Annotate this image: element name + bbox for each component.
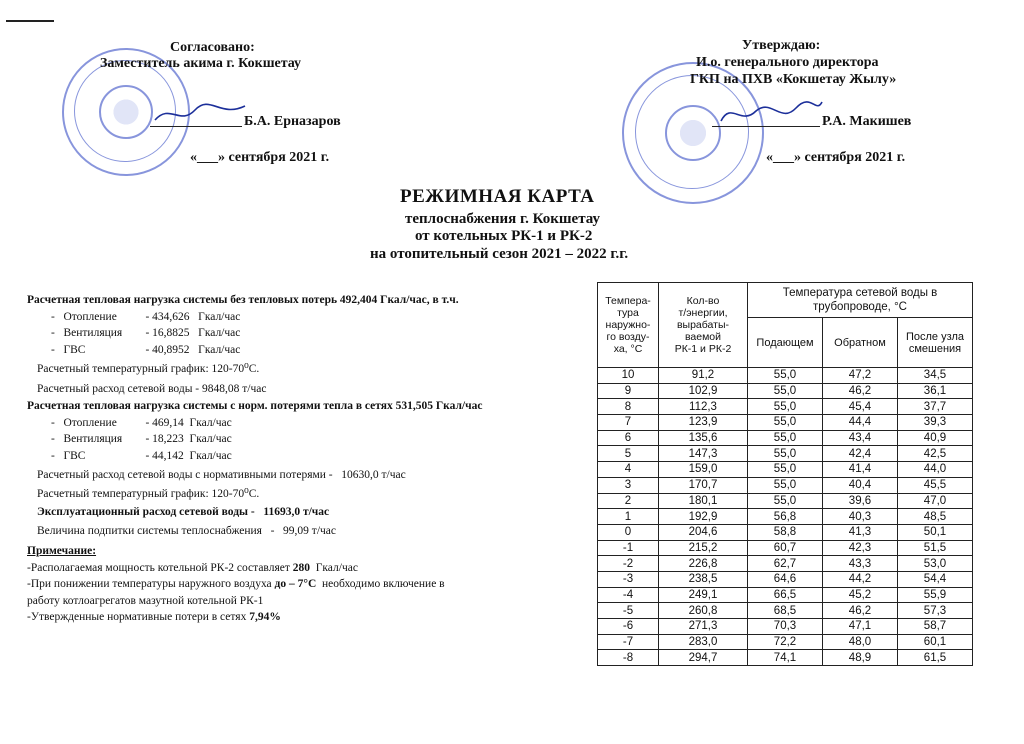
cell-outdoor-temp: -1 bbox=[598, 540, 659, 556]
cell-energy-output: 249,1 bbox=[659, 587, 748, 603]
item-name: Вентиляция bbox=[63, 433, 123, 445]
item-value: - 40,8952 Гкал/час bbox=[145, 343, 241, 356]
item-value: - 44,142 Гкал/час bbox=[145, 449, 232, 462]
cell-outdoor-temp: -2 bbox=[598, 556, 659, 572]
right-approval-position: И.о. генерального директора bbox=[696, 55, 879, 70]
cell-mixed-temp: 45,5 bbox=[898, 477, 973, 493]
table-row bbox=[598, 368, 973, 384]
note-text: Гкал/час bbox=[310, 561, 358, 574]
load2-operational-flow: Эксплуатационный расход сетевой воды - 11693,0 т/час bbox=[37, 506, 330, 518]
item-value: - 16,8825 Гкал/час bbox=[145, 327, 241, 339]
cell-energy-output: 102,9 bbox=[659, 383, 748, 399]
load1-heading: Расчетная тепловая нагрузка системы без тепловых потерь 492,404 Гкал/час, в т.ч. bbox=[27, 294, 459, 306]
cell-outdoor-temp: 9 bbox=[598, 383, 659, 399]
cell-return-temp: 42,4 bbox=[823, 446, 898, 462]
cell-mixed-temp: 50,1 bbox=[898, 524, 973, 540]
item-name: ГВС bbox=[63, 343, 86, 356]
cell-return-temp: 40,4 bbox=[823, 477, 898, 493]
table-row bbox=[598, 509, 973, 525]
table-row bbox=[598, 587, 973, 603]
cell-mixed-temp: 51,5 bbox=[898, 540, 973, 556]
cell-energy-output: 238,5 bbox=[659, 571, 748, 587]
table-row bbox=[598, 430, 973, 446]
cell-outdoor-temp: 7 bbox=[598, 415, 659, 431]
cell-energy-output: 180,1 bbox=[659, 493, 748, 509]
cell-supply-temp: 56,8 bbox=[748, 509, 823, 525]
cell-energy-output: 91,2 bbox=[659, 368, 748, 384]
cell-supply-temp: 64,6 bbox=[748, 571, 823, 587]
cell-return-temp: 46,2 bbox=[823, 603, 898, 619]
load2-temp-graph: Расчетный температурный график: 120-70⁰С. bbox=[37, 487, 260, 500]
item-name: ГВС bbox=[63, 449, 86, 462]
note-section bbox=[27, 543, 587, 626]
cell-energy-output: 170,7 bbox=[659, 477, 748, 493]
title-line-3: на отопительный сезон 2021 – 2022 г.г. bbox=[370, 246, 629, 262]
cell-energy-output: 226,8 bbox=[659, 556, 748, 572]
load1-heating: - Отопление - 434,626 Гкал/час bbox=[27, 309, 587, 326]
cell-return-temp: 39,6 bbox=[823, 493, 898, 509]
cell-supply-temp: 72,2 bbox=[748, 634, 823, 650]
cell-outdoor-temp: 1 bbox=[598, 509, 659, 525]
header-supply: Подающем bbox=[748, 318, 823, 368]
table-body bbox=[598, 368, 973, 666]
cell-energy-output: 135,6 bbox=[659, 430, 748, 446]
cell-mixed-temp: 60,1 bbox=[898, 634, 973, 650]
cell-mixed-temp: 44,0 bbox=[898, 462, 973, 478]
cell-return-temp: 45,2 bbox=[823, 587, 898, 603]
cell-return-temp: 43,3 bbox=[823, 556, 898, 572]
note-line-1 bbox=[27, 560, 587, 577]
cell-return-temp: 45,4 bbox=[823, 399, 898, 415]
right-signature bbox=[716, 96, 826, 128]
cell-outdoor-temp: 0 bbox=[598, 524, 659, 540]
note-heading: Примечание: bbox=[27, 545, 97, 557]
cell-supply-temp: 60,7 bbox=[748, 540, 823, 556]
cell-return-temp: 47,2 bbox=[823, 368, 898, 384]
item-value: - 469,14 Гкал/час bbox=[145, 416, 232, 429]
left-signature bbox=[150, 98, 250, 128]
note-text: -Утвержденные нормативные потери в сетях bbox=[27, 611, 250, 623]
cell-outdoor-temp: -7 bbox=[598, 634, 659, 650]
cell-supply-temp: 74,1 bbox=[748, 650, 823, 666]
cell-energy-output: 159,0 bbox=[659, 462, 748, 478]
table-row bbox=[598, 524, 973, 540]
cell-mixed-temp: 48,5 bbox=[898, 509, 973, 525]
item-name: Отопление bbox=[63, 310, 117, 323]
cell-energy-output: 283,0 bbox=[659, 634, 748, 650]
note-line-3: работу котлоагрегатов мазутной котельной РК-1 bbox=[27, 594, 264, 607]
cell-mixed-temp: 37,7 bbox=[898, 399, 973, 415]
cell-energy-output: 260,8 bbox=[659, 603, 748, 619]
cell-return-temp: 47,1 bbox=[823, 619, 898, 635]
note-line-4 bbox=[27, 609, 587, 626]
cell-energy-output: 112,3 bbox=[659, 399, 748, 415]
cell-return-temp: 44,4 bbox=[823, 415, 898, 431]
table-row bbox=[598, 493, 973, 509]
document-title: РЕЖИМНАЯ КАРТА bbox=[400, 186, 595, 207]
load1-temp-graph: Расчетный температурный график: 120-70⁰С. bbox=[37, 363, 260, 375]
cell-outdoor-temp: 4 bbox=[598, 462, 659, 478]
note-text: -Располагаемая мощность котельной РК-2 составляет bbox=[27, 561, 293, 574]
left-signatory-name: Б.А. Ерназаров bbox=[244, 114, 341, 129]
header-water-temp-group: Температура сетевой воды в трубопроводе, °С bbox=[748, 283, 973, 318]
cell-outdoor-temp: 2 bbox=[598, 493, 659, 509]
header-outdoor-temp: Темпера- тура наружно- го возду- ха, °С bbox=[598, 283, 659, 368]
cell-return-temp: 43,4 bbox=[823, 430, 898, 446]
title-line-1: теплоснабжения г. Кокшетау bbox=[405, 211, 600, 227]
table-row bbox=[598, 650, 973, 666]
cell-return-temp: 46,2 bbox=[823, 383, 898, 399]
cell-return-temp: 44,2 bbox=[823, 571, 898, 587]
cell-supply-temp: 55,0 bbox=[748, 415, 823, 431]
cell-outdoor-temp: -3 bbox=[598, 571, 659, 587]
load1-ventilation: - Вентиляция - 16,8825 Гкал/час bbox=[27, 325, 587, 342]
cell-energy-output: 192,9 bbox=[659, 509, 748, 525]
note-line-2 bbox=[27, 576, 587, 593]
table-row bbox=[598, 571, 973, 587]
table-row bbox=[598, 462, 973, 478]
load2-makeup: Величина подпитки системы теплоснабжения - 99,09 т/час bbox=[37, 524, 337, 537]
cell-energy-output: 147,3 bbox=[659, 446, 748, 462]
cell-mixed-temp: 36,1 bbox=[898, 383, 973, 399]
table-row bbox=[598, 619, 973, 635]
right-organization: ГКП на ПХВ «Кокшетау Жылу» bbox=[690, 72, 897, 87]
item-name: Вентиляция bbox=[63, 327, 123, 339]
cell-return-temp: 41,3 bbox=[823, 524, 898, 540]
cell-supply-temp: 55,0 bbox=[748, 430, 823, 446]
load2-heating: - Отопление - 469,14 Гкал/час bbox=[27, 415, 587, 432]
cell-outdoor-temp: -8 bbox=[598, 650, 659, 666]
cell-supply-temp: 68,5 bbox=[748, 603, 823, 619]
cell-supply-temp: 55,0 bbox=[748, 399, 823, 415]
cell-energy-output: 204,6 bbox=[659, 524, 748, 540]
table-row bbox=[598, 446, 973, 462]
cell-mixed-temp: 40,9 bbox=[898, 430, 973, 446]
cell-return-temp: 42,3 bbox=[823, 540, 898, 556]
table-row bbox=[598, 383, 973, 399]
header-energy-output: Кол-во т/энергии, вырабаты- ваемой РК-1 и РК-2 bbox=[659, 283, 748, 368]
cell-energy-output: 123,9 bbox=[659, 415, 748, 431]
cell-outdoor-temp: -5 bbox=[598, 603, 659, 619]
cell-mixed-temp: 47,0 bbox=[898, 493, 973, 509]
note-value: 280 bbox=[292, 561, 310, 574]
load1-hot-water: - ГВС - 40,8952 Гкал/час bbox=[27, 342, 587, 359]
cell-mixed-temp: 53,0 bbox=[898, 556, 973, 572]
left-approval-label: Согласовано: bbox=[170, 40, 255, 55]
load2-heading: Расчетная тепловая нагрузка системы с норм. потерями тепла в сетях 531,505 Гкал/час bbox=[27, 400, 483, 412]
cell-mixed-temp: 34,5 bbox=[898, 368, 973, 384]
load2-water-flow-norm: Расчетный расход сетевой воды с нормативными потерями - 10630,0 т/час bbox=[37, 469, 406, 481]
cell-mixed-temp: 42,5 bbox=[898, 446, 973, 462]
table-row bbox=[598, 477, 973, 493]
cell-supply-temp: 55,0 bbox=[748, 446, 823, 462]
cell-supply-temp: 55,0 bbox=[748, 477, 823, 493]
left-approval-position: Заместитель акима г. Кокшетау bbox=[100, 56, 302, 71]
note-value: 7,94% bbox=[249, 611, 281, 623]
cell-mixed-temp: 61,5 bbox=[898, 650, 973, 666]
cell-mixed-temp: 39,3 bbox=[898, 415, 973, 431]
note-text: необходимо включение в bbox=[316, 578, 445, 590]
header-return: Обратном bbox=[823, 318, 898, 368]
cell-outdoor-temp: 10 bbox=[598, 368, 659, 384]
table-row bbox=[598, 634, 973, 650]
cell-supply-temp: 66,5 bbox=[748, 587, 823, 603]
item-value: - 434,626 Гкал/час bbox=[145, 310, 241, 323]
cell-supply-temp: 55,0 bbox=[748, 462, 823, 478]
cell-outdoor-temp: 8 bbox=[598, 399, 659, 415]
cell-energy-output: 271,3 bbox=[659, 619, 748, 635]
cell-return-temp: 48,0 bbox=[823, 634, 898, 650]
cell-mixed-temp: 55,9 bbox=[898, 587, 973, 603]
right-date: «___» сентября 2021 г. bbox=[766, 150, 906, 165]
cell-supply-temp: 58,8 bbox=[748, 524, 823, 540]
cell-outdoor-temp: 3 bbox=[598, 477, 659, 493]
load2-hot-water: - ГВС - 44,142 Гкал/час bbox=[27, 448, 587, 465]
right-signatory-name: Р.А. Макишев bbox=[822, 114, 912, 129]
item-value: - 18,223 Гкал/час bbox=[145, 433, 232, 445]
table-row bbox=[598, 540, 973, 556]
cell-mixed-temp: 57,3 bbox=[898, 603, 973, 619]
load-section bbox=[27, 292, 587, 539]
cell-supply-temp: 70,3 bbox=[748, 619, 823, 635]
table-row bbox=[598, 399, 973, 415]
corner-mark bbox=[6, 20, 54, 22]
cell-return-temp: 48,9 bbox=[823, 650, 898, 666]
cell-return-temp: 41,4 bbox=[823, 462, 898, 478]
cell-supply-temp: 55,0 bbox=[748, 368, 823, 384]
table-row bbox=[598, 556, 973, 572]
cell-outdoor-temp: -4 bbox=[598, 587, 659, 603]
load1-water-flow: Расчетный расход сетевой воды - 9848,08 т/час bbox=[37, 382, 267, 395]
note-value: до – 7°С bbox=[274, 578, 317, 590]
regime-table bbox=[597, 282, 973, 666]
cell-outdoor-temp: -6 bbox=[598, 619, 659, 635]
cell-mixed-temp: 54,4 bbox=[898, 571, 973, 587]
item-name: Отопление bbox=[63, 416, 117, 429]
cell-energy-output: 294,7 bbox=[659, 650, 748, 666]
header-after-mixing: После узла смешения bbox=[898, 318, 973, 368]
table-row bbox=[598, 603, 973, 619]
cell-supply-temp: 55,0 bbox=[748, 383, 823, 399]
cell-outdoor-temp: 6 bbox=[598, 430, 659, 446]
load2-ventilation: - Вентиляция - 18,223 Гкал/час bbox=[27, 431, 587, 448]
cell-return-temp: 40,3 bbox=[823, 509, 898, 525]
table-row bbox=[598, 415, 973, 431]
cell-outdoor-temp: 5 bbox=[598, 446, 659, 462]
title-line-2: от котельных РК-1 и РК-2 bbox=[415, 228, 593, 244]
cell-supply-temp: 62,7 bbox=[748, 556, 823, 572]
left-date: «___» сентября 2021 г. bbox=[190, 150, 330, 165]
cell-mixed-temp: 58,7 bbox=[898, 619, 973, 635]
right-approval-label: Утверждаю: bbox=[742, 38, 821, 53]
cell-energy-output: 215,2 bbox=[659, 540, 748, 556]
cell-supply-temp: 55,0 bbox=[748, 493, 823, 509]
note-text: -При понижении температуры наружного воздуха bbox=[27, 578, 275, 590]
